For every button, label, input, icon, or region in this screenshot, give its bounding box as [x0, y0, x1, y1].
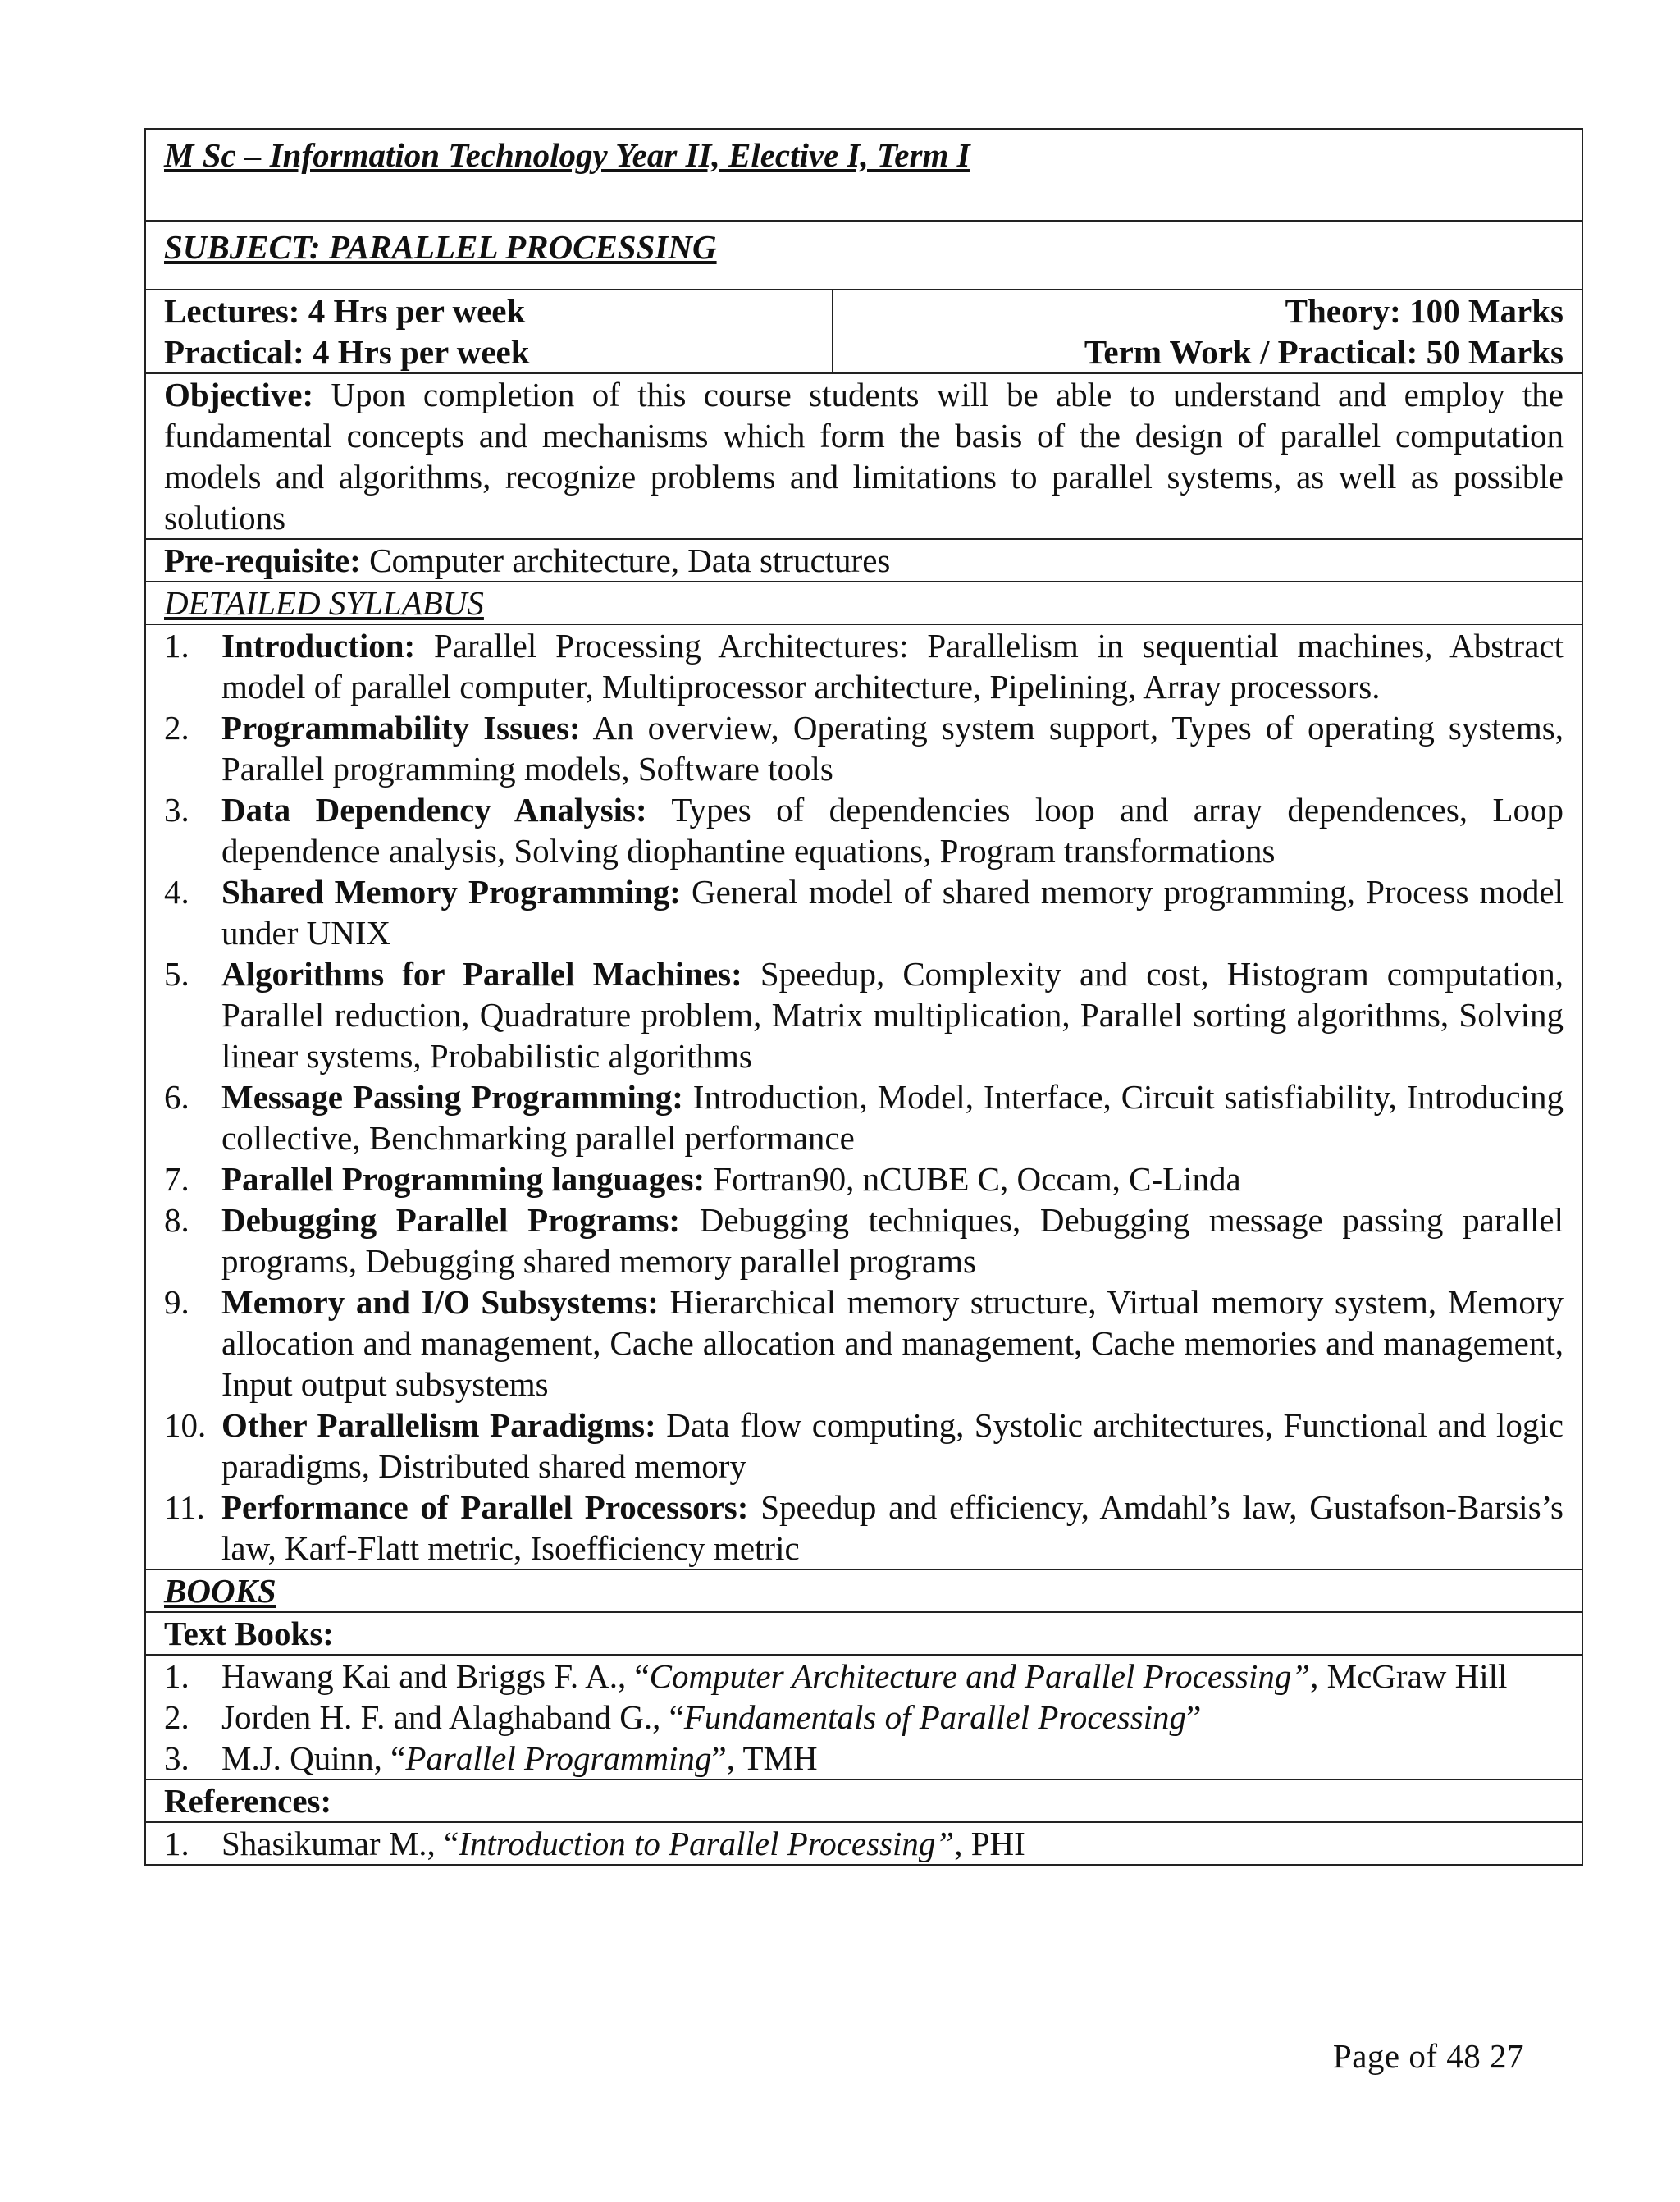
syllabus-table [144, 128, 1583, 1866]
references-label: References: [164, 1782, 332, 1820]
item-number: 6. [164, 1078, 189, 1116]
item-title: Other Parallelism Paradigms: [221, 1406, 656, 1444]
book-publisher: ” [1186, 1698, 1202, 1736]
item-text: Parallel Processing Architectures: Parallelism in sequential machines, Abstract model of parallel computer, Multiprocessor architecture, Pipelining, Array processors. [221, 627, 1564, 706]
reference-item [164, 1823, 1564, 1864]
book-item [164, 1656, 1564, 1697]
book-title: Fundamentals of Parallel Processing [683, 1698, 1187, 1736]
item-number: 11. [164, 1488, 205, 1526]
item-number: 1. [164, 627, 189, 665]
item-text: Speedup and efficiency, Amdahl’s law, Gustafson-Barsis’s law, Karf-Flatt metric, Isoefficiency metric [221, 1488, 1564, 1567]
subject-title: SUBJECT: PARALLEL PROCESSING [164, 228, 717, 266]
book-number: 1. [164, 1657, 189, 1695]
item-title: Programmability Issues: [221, 709, 581, 747]
syllabus-item [164, 1405, 1564, 1487]
reference-publisher: , PHI [954, 1825, 1025, 1862]
subject-cell [145, 221, 1582, 290]
item-text: Debugging techniques, Debugging message passing parallel programs, Debugging shared memory parallel programs [221, 1201, 1564, 1280]
text-books-label-cell [145, 1612, 1582, 1655]
theory-marks: Theory: 100 Marks [1285, 292, 1564, 330]
objective-text: Upon completion of this course students will be able to understand and employ the fundamental concepts and mechanisms which form the basis of the design of parallel computation models and algorithms, recognize problems and limitations to parallel systems, as well as possible solutions [164, 376, 1564, 537]
item-number: 10. [164, 1406, 207, 1444]
syllabus-item [164, 871, 1564, 953]
prerequisite-text: Computer architecture, Data structures [360, 541, 891, 579]
syllabus-item [164, 1199, 1564, 1281]
item-number: 4. [164, 873, 189, 911]
hours-left-cell [145, 290, 833, 373]
books-heading: BOOKS [164, 1572, 276, 1610]
item-title: Introduction: [221, 627, 416, 665]
book-author: Jorden H. F. and Alaghaband G., “ [221, 1698, 684, 1736]
item-number: 2. [164, 709, 189, 747]
item-text: Fortran90, nCUBE C, Occam, C-Linda [705, 1160, 1241, 1198]
book-number: 2. [164, 1698, 189, 1736]
objective-label: Objective: [164, 376, 314, 413]
course-title: M Sc – Information Technology Year II, Elective I, Term I [164, 136, 970, 174]
text-books-list [164, 1656, 1564, 1779]
item-title: Memory and I/O Subsystems: [221, 1283, 659, 1321]
references-list [164, 1823, 1564, 1864]
objective-cell [145, 373, 1582, 539]
syllabus-item [164, 953, 1564, 1076]
books-heading-cell [145, 1569, 1582, 1612]
text-books-cell [145, 1655, 1582, 1779]
course-title-cell [145, 129, 1582, 221]
syllabus-item [164, 1487, 1564, 1569]
book-author: M.J. Quinn, “ [221, 1739, 406, 1777]
lectures-hours: Lectures: 4 Hrs per week [164, 292, 526, 330]
page-number: Page of 48 27 [1332, 2037, 1524, 2075]
book-item [164, 1697, 1564, 1738]
item-text: General model of shared memory programming, Process model under UNIX [221, 873, 1564, 952]
item-number: 7. [164, 1160, 189, 1198]
item-title: Parallel Programming languages: [221, 1160, 705, 1198]
text-books-label: Text Books: [164, 1615, 334, 1652]
syllabus-heading-cell [145, 582, 1582, 624]
item-number: 5. [164, 955, 189, 993]
item-title: Message Passing Programming: [221, 1078, 683, 1116]
item-number: 9. [164, 1283, 189, 1321]
marks-right-cell [833, 290, 1582, 373]
item-text: Speedup, Complexity and cost, Histogram computation, Parallel reduction, Quadrature problem, Matrix multiplication, Parallel sorting algorithms, Solving linear systems, Probabilistic algorithms [221, 955, 1564, 1075]
syllabus-list-cell [145, 624, 1582, 1569]
syllabus-item [164, 1076, 1564, 1158]
item-title: Algorithms for Parallel Machines: [221, 955, 742, 993]
book-author: Hawang Kai and Briggs F. A., “ [221, 1657, 650, 1695]
item-title: Shared Memory Programming: [221, 873, 681, 911]
syllabus-sheet [144, 128, 1583, 1866]
item-text: Types of dependencies loop and array dependences, Loop dependence analysis, Solving diophantine equations, Program transformations [221, 791, 1564, 870]
prerequisite-label: Pre-requisite: [164, 541, 361, 579]
syllabus-heading: DETAILED SYLLABUS [164, 584, 484, 622]
reference-author: Shasikumar M., “ [221, 1825, 459, 1862]
item-text: Introduction, Model, Interface, Circuit satisfiability, Introducing collective, Benchmarking parallel performance [221, 1078, 1564, 1157]
item-text: Hierarchical memory structure, Virtual memory system, Memory allocation and management, Cache allocation and management, Cache memories and management, Input output subsystems [221, 1283, 1564, 1403]
book-publisher: ”, TMH [711, 1739, 818, 1777]
item-title: Performance of Parallel Processors: [221, 1488, 749, 1526]
prerequisite-cell [145, 539, 1582, 582]
book-title: Parallel Programming [405, 1739, 712, 1777]
syllabus-list [164, 625, 1564, 1569]
book-publisher: , McGraw Hill [1310, 1657, 1508, 1695]
syllabus-item [164, 789, 1564, 871]
item-number: 8. [164, 1201, 189, 1239]
book-number: 3. [164, 1739, 189, 1777]
syllabus-item [164, 707, 1564, 789]
reference-number: 1. [164, 1825, 189, 1862]
termwork-marks: Term Work / Practical: 50 Marks [1084, 333, 1564, 371]
item-title: Data Dependency Analysis: [221, 791, 647, 829]
book-title: Computer Architecture and Parallel Processing” [649, 1657, 1311, 1695]
reference-title: Introduction to Parallel Processing” [459, 1825, 955, 1862]
references-cell [145, 1822, 1582, 1865]
book-item [164, 1738, 1564, 1779]
syllabus-item [164, 1281, 1564, 1405]
syllabus-item [164, 1158, 1564, 1199]
item-number: 3. [164, 791, 189, 829]
practical-hours: Practical: 4 Hrs per week [164, 333, 530, 371]
references-label-cell [145, 1779, 1582, 1822]
item-title: Debugging Parallel Programs: [221, 1201, 681, 1239]
syllabus-item [164, 625, 1564, 707]
item-text: An overview, Operating system support, Types of operating systems, Parallel programming models, Software tools [221, 709, 1564, 788]
item-text: Data flow computing, Systolic architectures, Functional and logic paradigms, Distributed shared memory [221, 1406, 1564, 1485]
